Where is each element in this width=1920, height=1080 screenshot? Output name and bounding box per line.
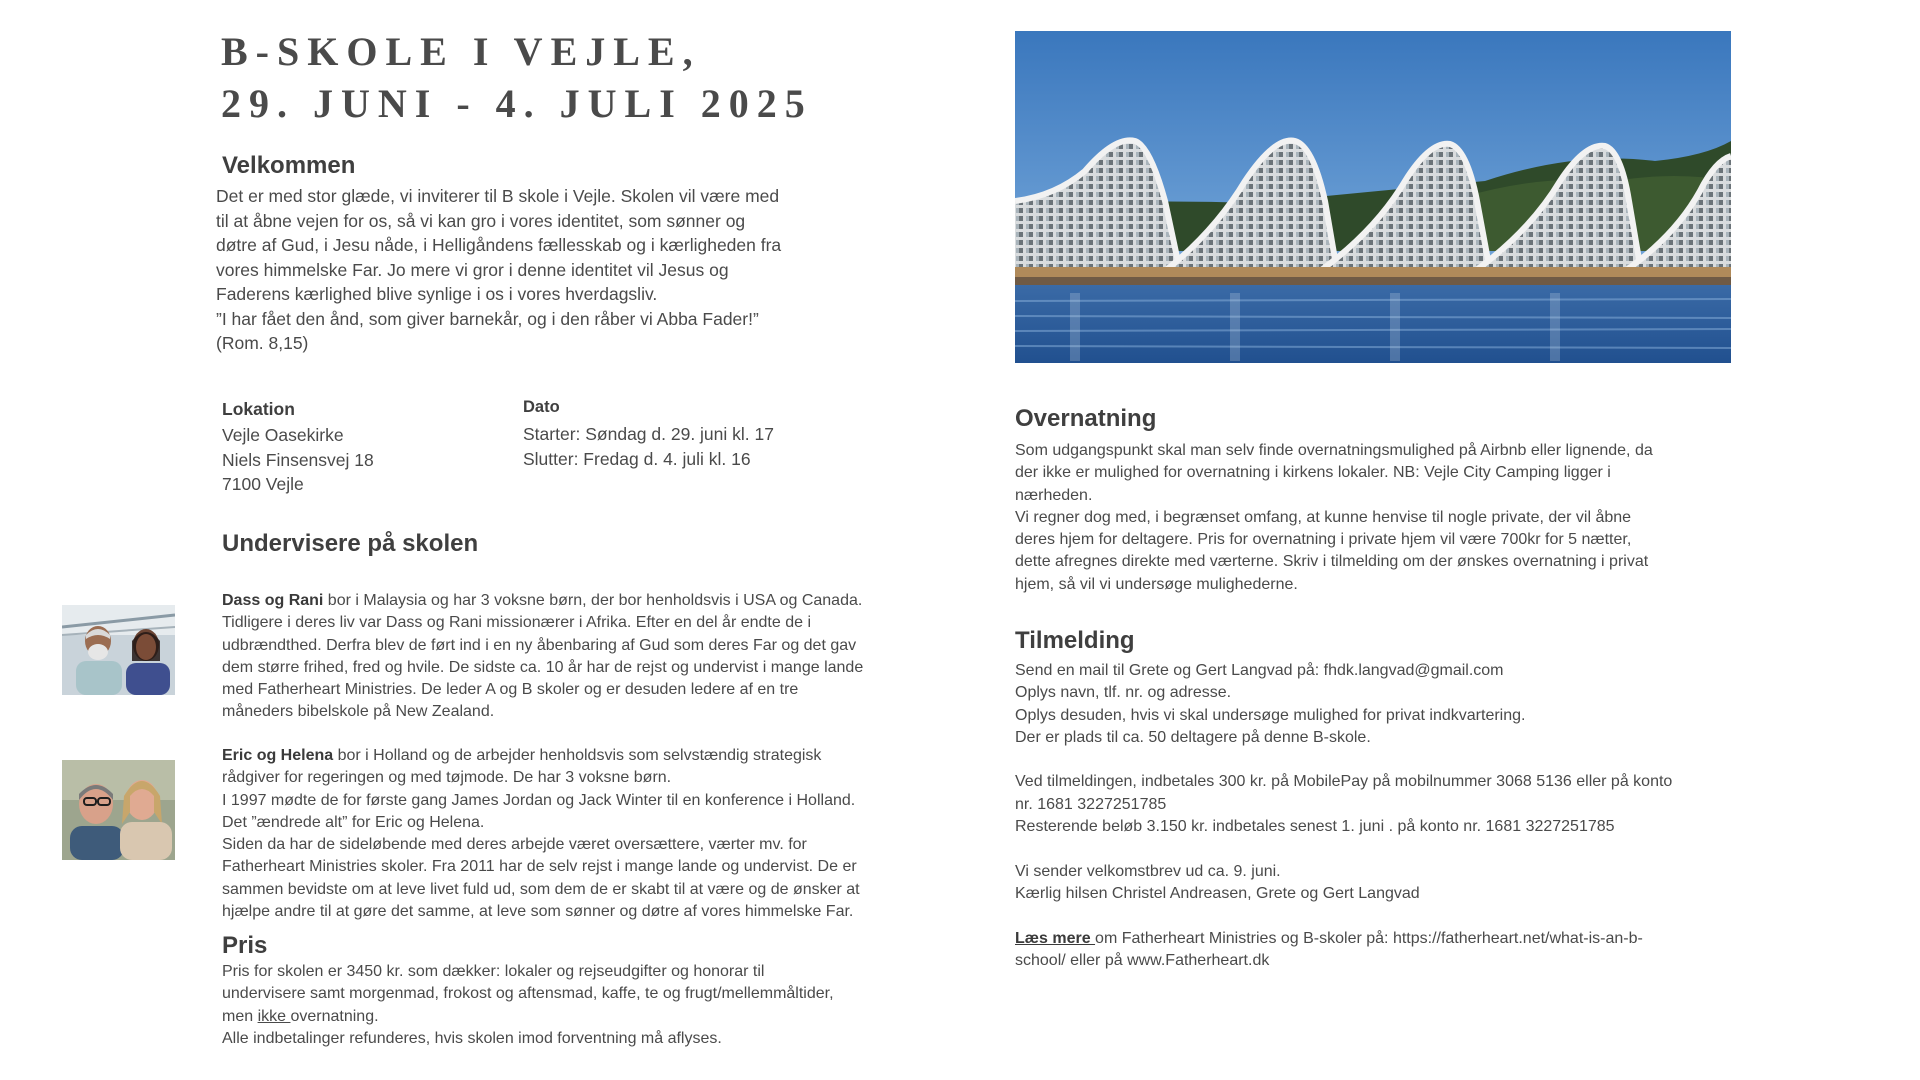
signup-line: [1015, 905, 1672, 927]
signup-line: Ved tilmeldingen, indbetales 300 kr. på MobilePay på mobilnummer 3068 5136 eller på konto: [1015, 773, 1673, 791]
teachers-heading: Undervisere på skolen: [222, 530, 479, 557]
signup-text: [1015, 660, 1672, 972]
signup-line: school/ eller på www.Fatherheart.dk: [1015, 951, 1270, 969]
eric-first-line: [222, 745, 860, 767]
signup-line: Send en mail til Grete og Gert Langvad på: fhdk.langvad@gmail.com: [1015, 662, 1504, 679]
title-line-1: B-SKOLE I VEJLE,: [221, 29, 701, 74]
lodging-line: deres hjem for deltagere. Pris for overnatning i private hjem vil være 700kr for 5 nætter,: [1015, 531, 1632, 549]
signup-heading: Tilmelding: [1015, 627, 1135, 654]
signup-line: Kærlig hilsen Christel Andreasen, Grete og Gert Langvad: [1015, 884, 1420, 902]
date-label: Dato: [523, 398, 560, 416]
lodging-line: dette afregnes direkte med værterne. Skriv i tilmelding om der ønskes overnatning i privat: [1015, 553, 1649, 571]
signup-line: [1015, 838, 1672, 860]
ikke-underlined: ikke: [257, 1007, 291, 1025]
location-line: 7100 Vejle: [222, 474, 304, 494]
dass-line: dem større frihed, fred og hvile. De sidste ca. 10 år har de rejst og undervist i mange lande: [222, 658, 864, 676]
dass-line: Tidligere i deres liv var Dass og Rani missionærer i Afrika. Efter en del år endte de i: [222, 614, 811, 632]
lodging-line: Vi regner dog med, i begrænset omfang, at kunne henvise til nogle private, der vil åbne: [1015, 508, 1632, 526]
signup-line: [1015, 749, 1672, 771]
welcome-line: Faderens kærlighed blive synlige i os i vores hverdagsliv.: [216, 284, 658, 304]
price-line: Alle indbetalinger refunderes, hvis skolen imod forventning må aflyses.: [222, 1029, 722, 1047]
lodging-line: hjem, så vil vi undersøge mulighederne.: [1015, 575, 1298, 593]
dass-line: måneders bibelskole på New Zealand.: [222, 703, 495, 721]
location-label: Lokation: [222, 399, 295, 419]
welcome-line: Det er med stor glæde, vi inviterer til B skole i Vejle. Skolen vil være med: [216, 186, 780, 206]
price-line: Pris for skolen er 3450 kr. som dækker: lokaler og rejseudgifter og honorar til: [222, 963, 765, 980]
vejle-wave-building-photo: [1015, 31, 1731, 363]
dass-first-rest: bor i Malaysia og har 3 voksne børn, der bor henholdsvis i USA og Canada.: [323, 592, 863, 609]
signup-line: Vi sender velkomstbrev ud ca. 9. juni.: [1015, 862, 1281, 880]
eric-line: Fatherheart Ministries skoler. Fra 2011 har de selv rejst i mange lande og undervist. De er: [222, 858, 857, 876]
lodging-line: nærheden.: [1015, 486, 1093, 504]
welcome-line: vores himmelske Far. Jo mere vi gror i denne identitet vil Jesus og: [216, 259, 729, 280]
signup-line: nr. 1681 3227251785: [1015, 795, 1167, 813]
date-line: Starter: Søndag d. 29. juni kl. 17: [523, 424, 774, 444]
signup-line: Resterende beløb 3.150 kr. indbetales senest 1. juni . på konto nr. 1681 3227251785: [1015, 818, 1615, 836]
eric-line: rådgiver for regeringen og med tøjmode. De har 3 voksne børn.: [222, 769, 672, 787]
lodging-text: [1015, 440, 1653, 596]
page-title: [221, 26, 813, 130]
eric-line: Siden da har de sideløbende med deres arbejde været oversættere, værter mv. for: [222, 836, 807, 854]
eric-first-rest: bor i Holland og de arbejder henholdsvis som selvstændig strategisk: [333, 747, 822, 764]
signup-line: Oplys desuden, hvis vi skal undersøge mulighed for privat indkvartering.: [1015, 706, 1526, 724]
eric-line: hjælpe andre til at gøre det samme, at leve som sønner og døtre af vores himmelske Far.: [222, 903, 854, 921]
eric-helena-name: Eric og Helena: [222, 747, 334, 764]
eric-helena-photo: [62, 760, 175, 860]
title-line-2: 29. JUNI - 4. JULI 2025: [221, 81, 813, 126]
welcome-line: ”I har fået den ånd, som giver barnekår, og i den råber vi Abba Fader!”: [216, 308, 759, 329]
dass-rani-bio: [222, 590, 863, 724]
eric-line: I 1997 mødte de for første gang James Jordan og Jack Winter til en konference i Holland.: [222, 791, 856, 809]
location-address: [222, 423, 374, 497]
date-info: [523, 422, 774, 471]
signup-line: Der er plads til ca. 50 deltagere på denne B-skole.: [1015, 728, 1371, 746]
dass-line: udbrændthed. Derfra blev de ført ind i en ny åbenbaring af Gud som deres Far og det gav: [222, 636, 857, 654]
price-heading: Pris: [222, 932, 268, 959]
lodging-line: Som udgangspunkt skal man selv finde overnatningsmulighed på Airbnb eller lignende, da: [1015, 442, 1653, 459]
price-line-men: men ikke overnatning.: [222, 1007, 379, 1025]
location-line: Niels Finsensvej 18: [222, 449, 374, 470]
read-more-line: Læs mere om Fatherheart Ministries og B-skoler på: https://fatherheart.net/what-is-an-b-: [1015, 929, 1643, 947]
date-line: Slutter: Fredag d. 4. juli kl. 16: [523, 448, 751, 469]
welcome-line: (Rom. 8,15): [216, 333, 309, 353]
price-line: undervisere samt morgenmad, frokost og aftensmad, kaffe, te og frugt/mellemmåltider,: [222, 985, 834, 1003]
location-line: Vejle Oasekirke: [222, 425, 344, 445]
dass-first-line: [222, 590, 863, 612]
welcome-heading: Velkommen: [222, 152, 356, 179]
lodging-heading: Overnatning: [1015, 405, 1157, 432]
welcome-line: til at åbne vejen for os, så vi kan gro i vores identitet, som sønner og: [216, 210, 746, 231]
eric-line: sammen bevidste om at leve livet fuld ud, som dem de er skabt til at være og de ønsker at: [222, 880, 860, 898]
eric-helena-bio: [222, 745, 860, 923]
price-text: [222, 961, 834, 1050]
dass-rani-photo: [62, 605, 175, 695]
dass-line: med Fatherheart Ministries. De leder A og B skoler og er desuden ledere af en tre: [222, 681, 799, 699]
dass-rani-name: Dass og Rani: [222, 592, 324, 609]
lodging-line: der ikke er mulighed for overnatning i kirkens lokaler. NB: Vejle City Camping ligger i: [1015, 464, 1611, 482]
welcome-text: [216, 184, 781, 356]
eric-line: Det ”ændrede alt” for Eric og Helena.: [222, 813, 485, 831]
signup-line: Oplys navn, tlf. nr. og adresse.: [1015, 684, 1232, 702]
read-more-link[interactable]: Læs mere: [1015, 929, 1096, 947]
welcome-line: døtre af Gud, i Jesu nåde, i Helligåndens fællesskab og i kærligheden fra: [216, 235, 782, 255]
